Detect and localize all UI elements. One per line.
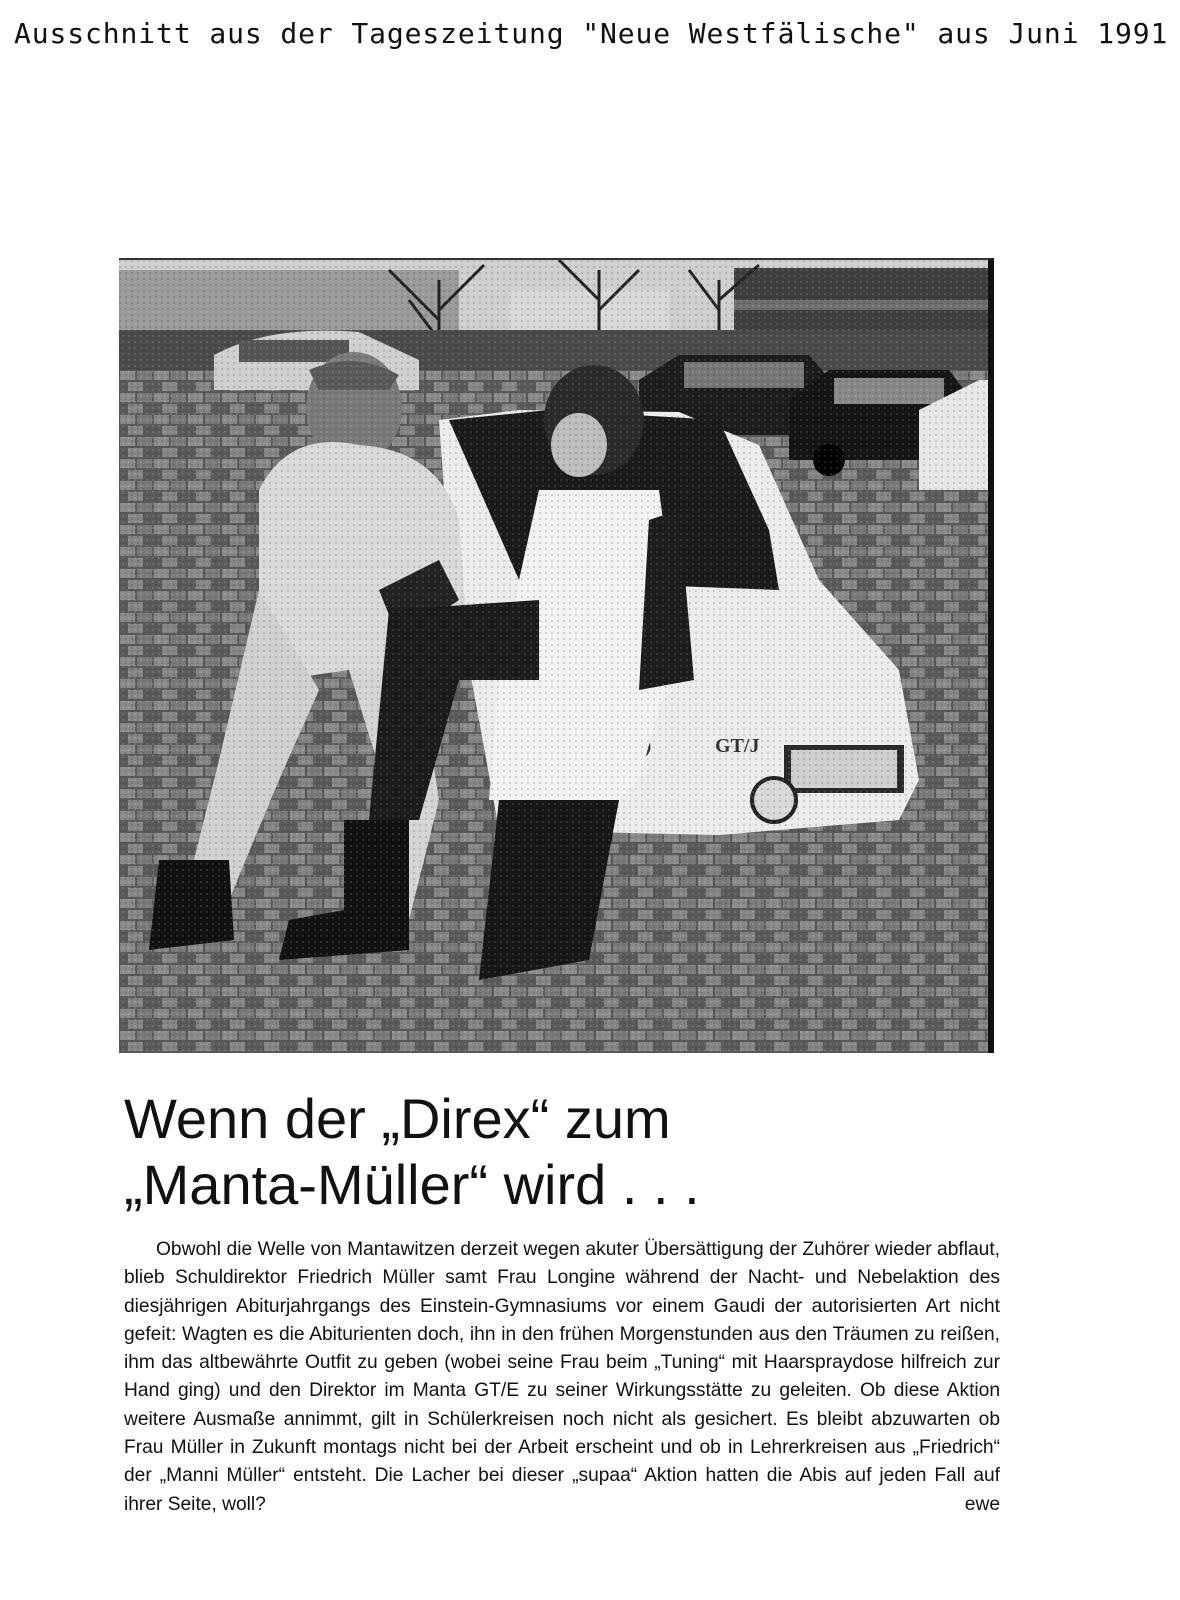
article-body	[124, 1236, 1000, 1519]
headline-line-1: Wenn der „Direx“ zum	[124, 1087, 671, 1150]
article-paragraph	[124, 1236, 1000, 1519]
author-initials: ewe	[964, 1493, 1000, 1515]
article-text: Obwohl die Welle von Mantawitzen derzeit wegen akuter Übersättigung der Zuhörer wieder abflaut, blieb Schuldirektor Friedrich Müller samt Frau Longine während der Nacht- und Nebelaktion des diesjährigen Abiturjahrgangs des Einstein-Gymnasiums vor einem Gaudi der autorisierten Art nicht gefeit: Wagten es die Abiturienten doch, ihn in den frühen Morgenstunden aus den Träumen zu reißen, ihm das altbewährte Outfit zu geben (wobei seine Frau beim „Tuning“ mit Haarspraydose hilfreich zur Hand ging) und den Direktor im Manta GT/E zu seiner Wirkungsstätte zu geleiten. Ob diese Aktion weitere Ausmaße annimmt, gilt in Schülerkreisen noch nicht als gesichert. Es bleibt abzuwarten ob Frau Müller in Zukunft montags nicht bei der Arbeit erscheint und ob in Lehrerkreisen aus „Friedrich“ der „Manni Müller“ entsteht. Die Lacher bei dieser „supaa“ Aktion hatten die Abis auf jeden Fall auf ihrer Seite, woll?	[124, 1239, 1000, 1515]
source-caption: Ausschnitt aus der Tageszeitung "Neue Westfälische" aus Juni 1991	[14, 17, 1169, 50]
headline-line-2: „Manta-Müller“ wird . . .	[124, 1153, 700, 1216]
newspaper-photo	[119, 258, 994, 1053]
headline	[124, 1086, 924, 1218]
